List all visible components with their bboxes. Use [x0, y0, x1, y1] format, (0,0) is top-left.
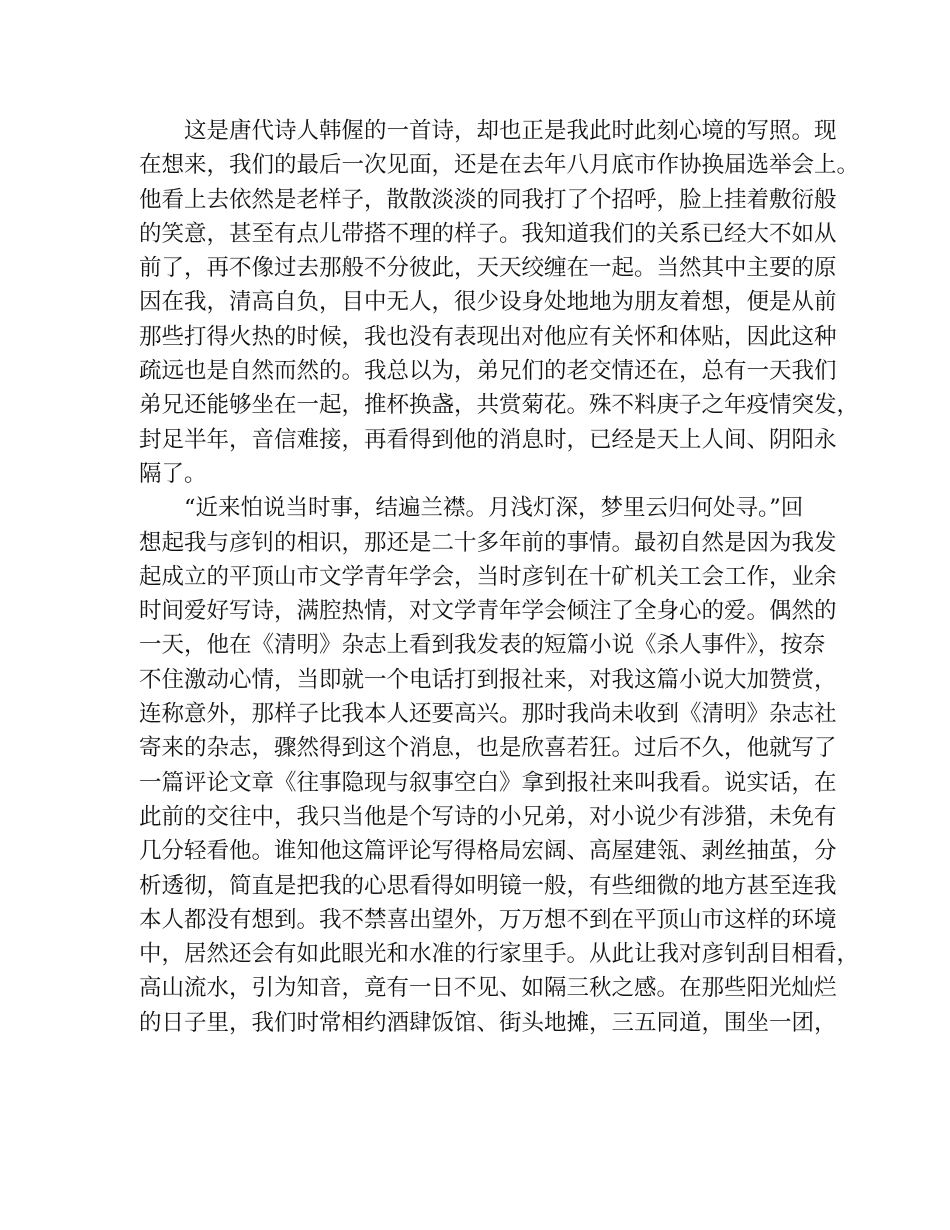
text-line: 想起我与彦钊的相识，那还是二十多年前的事情。最初自然是因为我发 — [139, 529, 837, 556]
text-line: 隔了。 — [139, 460, 207, 487]
text-line: 前了，再不像过去那般不分彼此，天天绞缠在一起。当然其中主要的原 — [139, 255, 837, 282]
text-line: 一天，他在《清明》杂志上看到我发表的短篇小说《杀人事件》，按奈 — [139, 632, 826, 659]
text-line: 寄来的杂志，骤然得到这个消息，也是欣喜若狂。过后不久，他就写了 — [139, 735, 837, 762]
text-line: “近来怕说当时事，结遍兰襟。月浅灯深，梦里云归何处寻。”回 — [184, 495, 804, 522]
text-line: 在想来，我们的最后一次见面，还是在去年八月底市作协换届选举会上。 — [139, 152, 860, 179]
text-line: 封足半年，音信难接，再看得到他的消息时，已经是天上人间、阴阳永 — [139, 426, 837, 453]
text-line: 因在我，清高自负，目中无人，很少设身处地地为朋友着想，便是从前 — [139, 289, 837, 316]
text-line: 的笑意，甚至有点儿带搭不理的样子。我知道我们的关系已经大不如从 — [139, 220, 837, 247]
paragraph-2 — [139, 491, 860, 1040]
text-line: 他看上去依然是老样子，散散淡淡的同我打了个招呼，脸上挂着敷衍般 — [139, 186, 837, 213]
text-line: 不住激动心情，当即就一个电话打到报社来，对我这篇小说大加赞赏， — [139, 666, 837, 693]
text-line: 疏远也是自然而然的。我总以为，弟兄们的老交情还在，总有一天我们 — [139, 358, 837, 385]
text-line: 高山流水，引为知音，竟有一日不见、如隔三秋之感。在那些阳光灿烂 — [139, 975, 837, 1002]
text-line: 一篇评论文章《往事隐现与叙事空白》拿到报社来叫我看。说实话，在 — [139, 769, 837, 796]
paragraph-1 — [139, 114, 860, 491]
text-line: 几分轻看他。谁知他这篇评论写得格局宏阔、高屋建瓴、剥丝抽茧，分 — [139, 838, 837, 865]
text-line: 时间爱好写诗，满腔热情，对文学青年学会倾注了全身心的爱。偶然的 — [139, 598, 837, 625]
text-line: 中，居然还会有如此眼光和水准的行家里手。从此让我对彦钊刮目相看， — [139, 941, 860, 968]
text-line: 的日子里，我们时常相约酒肆饭馆、街头地摊，三五同道，围坐一团， — [139, 1009, 837, 1036]
text-line: 起成立的平顶山市文学青年学会，当时彦钊在十矿机关工会工作，业余 — [139, 563, 837, 590]
text-line: 本人都没有想到。我不禁喜出望外，万万想不到在平顶山市这样的环境 — [139, 906, 837, 933]
body-text — [139, 114, 860, 1040]
text-line: 弟兄还能够坐在一起，推杯换盏，共赏菊花。殊不料庚子之年疫情突发， — [139, 392, 860, 419]
text-line: 此前的交往中，我只当他是个写诗的小兄弟，对小说少有涉猎，未免有 — [139, 803, 837, 830]
text-line: 那些打得火热的时候，我也没有表现出对他应有关怀和体贴，因此这种 — [139, 323, 837, 350]
text-line: 连称意外，那样子比我本人还要高兴。那时我尚未收到《清明》杂志社 — [139, 701, 837, 728]
text-line: 这是唐代诗人韩偓的一首诗，却也正是我此时此刻心境的写照。现 — [184, 118, 837, 144]
text-line: 析透彻，简直是把我的心思看得如明镜一般，有些细微的地方甚至连我 — [139, 872, 837, 899]
